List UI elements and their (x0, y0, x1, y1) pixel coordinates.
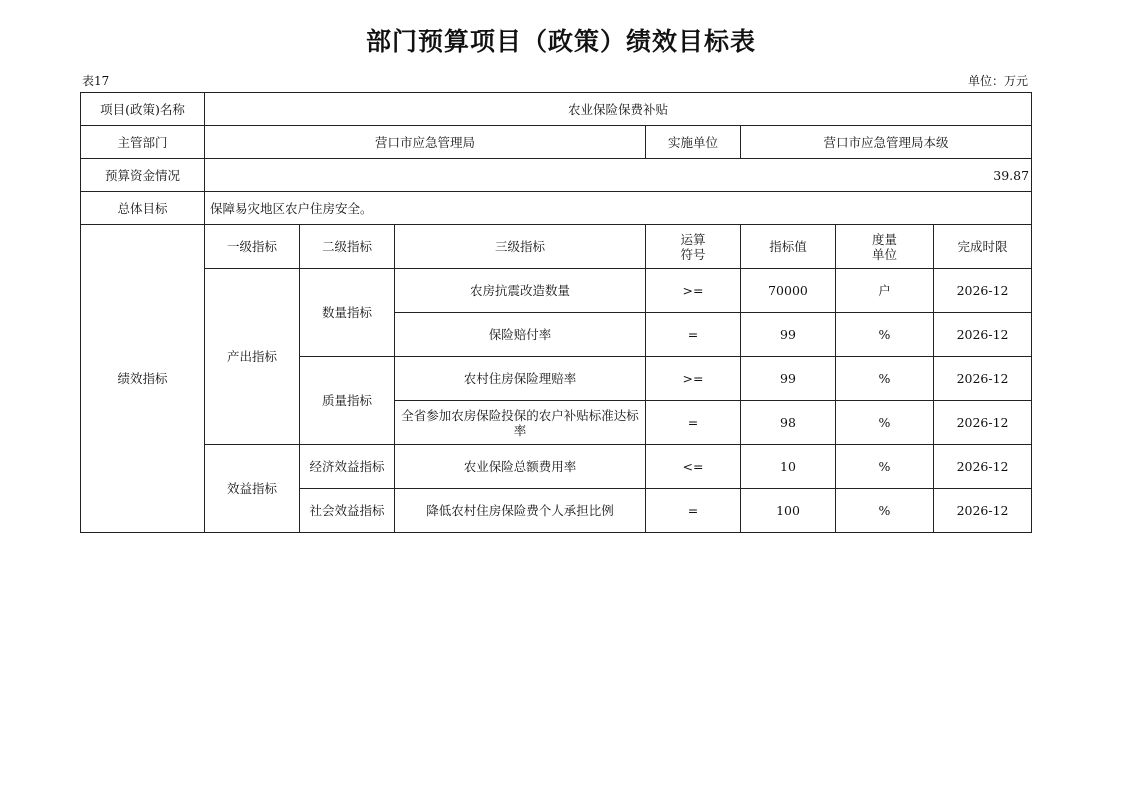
measure-unit: 户 (836, 269, 934, 313)
project-value: 农业保险保费补贴 (205, 93, 1032, 126)
deadline: 2026-12 (934, 401, 1032, 445)
implementing-unit-label: 实施单位 (646, 126, 741, 159)
department-value: 营口市应急管理局 (205, 126, 646, 159)
deadline: 2026-12 (934, 313, 1032, 357)
implementing-unit-value: 营口市应急管理局本级 (741, 126, 1032, 159)
indicator-row (81, 269, 1032, 313)
indicator-row (81, 445, 1032, 489)
project-row (81, 93, 1032, 126)
table-number: 表17 (82, 74, 110, 88)
level2-economic: 经济效益指标 (300, 445, 395, 489)
measure-unit: % (836, 445, 934, 489)
budget-value: 39.87 (205, 159, 1032, 192)
indicator-value: 70000 (741, 269, 836, 313)
header-level2: 二级指标 (300, 225, 395, 269)
deadline: 2026-12 (934, 269, 1032, 313)
measure-unit: % (836, 489, 934, 533)
operator: = (646, 489, 741, 533)
measure-unit: % (836, 401, 934, 445)
header-operator: 运算符号 (646, 225, 741, 269)
overall-goal-value: 保障易灾地区农户住房安全。 (205, 192, 1032, 225)
header-deadline: 完成时限 (934, 225, 1032, 269)
performance-indicators-label: 绩效指标 (81, 225, 205, 533)
indicator-value: 100 (741, 489, 836, 533)
indicator-header-row (81, 225, 1032, 269)
indicator-value: 10 (741, 445, 836, 489)
level3-indicator: 全省参加农房保险投保的农户补贴标准达标率 (395, 401, 646, 445)
deadline: 2026-12 (934, 489, 1032, 533)
overall-goal-label: 总体目标 (81, 192, 205, 225)
operator: = (646, 401, 741, 445)
header-level3: 三级指标 (395, 225, 646, 269)
measure-unit: % (836, 357, 934, 401)
level3-indicator: 农房抗震改造数量 (395, 269, 646, 313)
level1-benefit: 效益指标 (205, 445, 300, 533)
header-unit: 度量单位 (836, 225, 934, 269)
deadline: 2026-12 (934, 445, 1032, 489)
level3-indicator: 农业保险总额费用率 (395, 445, 646, 489)
unit-label: 单位：万元 (967, 74, 1028, 88)
level3-indicator: 保险赔付率 (395, 313, 646, 357)
project-label: 项目(政策)名称 (81, 93, 205, 126)
level1-output: 产出指标 (205, 269, 300, 445)
budget-row (81, 159, 1032, 192)
operator: >= (646, 357, 741, 401)
department-label: 主管部门 (81, 126, 205, 159)
level3-indicator: 农村住房保险理赔率 (395, 357, 646, 401)
overall-goal-row (81, 192, 1032, 225)
operator: >= (646, 269, 741, 313)
indicator-value: 98 (741, 401, 836, 445)
budget-label: 预算资金情况 (81, 159, 205, 192)
page-title: 部门预算项目（政策）绩效目标表 (365, 27, 756, 56)
indicator-value: 99 (741, 313, 836, 357)
header-level1: 一级指标 (205, 225, 300, 269)
level2-social: 社会效益指标 (300, 489, 395, 533)
header-value: 指标值 (741, 225, 836, 269)
deadline: 2026-12 (934, 357, 1032, 401)
measure-unit: % (836, 313, 934, 357)
level3-indicator: 降低农村住房保险费个人承担比例 (395, 489, 646, 533)
level2-quantity: 数量指标 (300, 269, 395, 357)
level2-quality: 质量指标 (300, 357, 395, 445)
department-row (81, 126, 1032, 159)
operator: = (646, 313, 741, 357)
indicator-value: 99 (741, 357, 836, 401)
performance-target-table (80, 92, 1032, 533)
operator: <= (646, 445, 741, 489)
